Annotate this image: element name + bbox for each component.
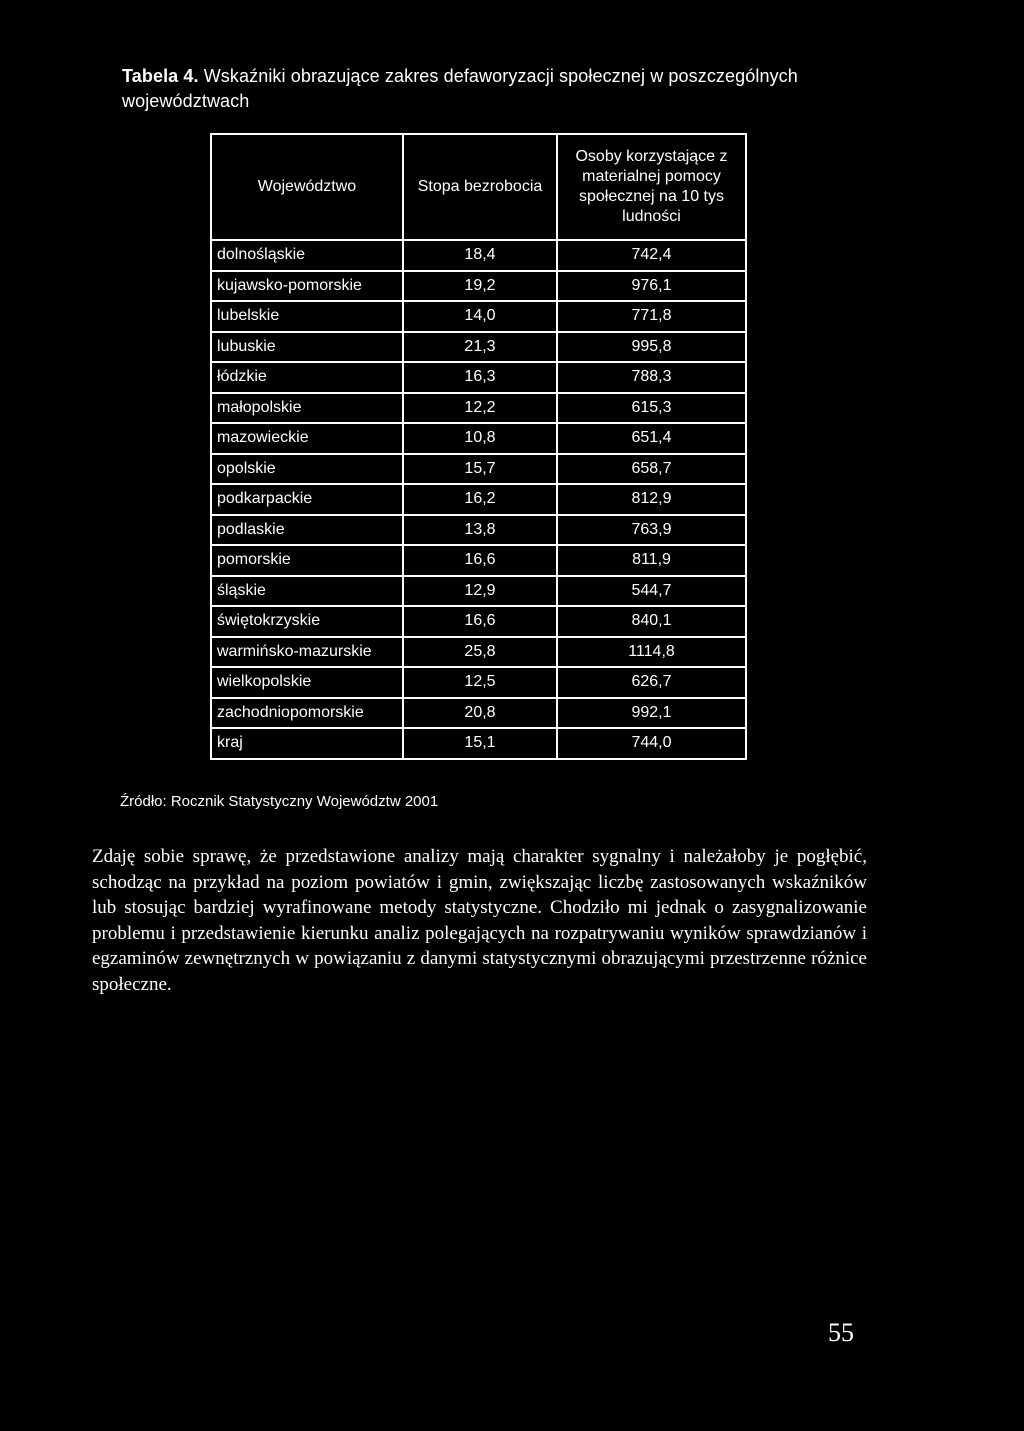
cell-region: mazowieckie [211, 423, 403, 454]
cell-social-assistance: 771,8 [557, 301, 746, 332]
cell-unemployment-rate: 16,6 [403, 545, 557, 576]
cell-unemployment-rate: 13,8 [403, 515, 557, 546]
cell-region: lubuskie [211, 332, 403, 363]
cell-unemployment-rate: 10,8 [403, 423, 557, 454]
cell-social-assistance: 763,9 [557, 515, 746, 546]
cell-social-assistance: 840,1 [557, 606, 746, 637]
table-row [211, 545, 746, 576]
cell-unemployment-rate: 12,2 [403, 393, 557, 424]
table-row [211, 240, 746, 271]
table-source: Źródło: Rocznik Statystyczny Województw 2001 [120, 793, 439, 810]
cell-unemployment-rate: 16,3 [403, 362, 557, 393]
table-row [211, 698, 746, 729]
table-row [211, 393, 746, 424]
table-row [211, 576, 746, 607]
header-region: Województwo [211, 134, 403, 240]
table-row [211, 271, 746, 302]
cell-social-assistance: 651,4 [557, 423, 746, 454]
table-row [211, 454, 746, 485]
table-header-row [211, 134, 746, 240]
cell-unemployment-rate: 15,1 [403, 728, 557, 759]
cell-unemployment-rate: 12,5 [403, 667, 557, 698]
cell-unemployment-rate: 25,8 [403, 637, 557, 668]
cell-social-assistance: 812,9 [557, 484, 746, 515]
cell-region: małopolskie [211, 393, 403, 424]
cell-region: kraj [211, 728, 403, 759]
table-row [211, 362, 746, 393]
table-row [211, 667, 746, 698]
cell-region: dolnośląskie [211, 240, 403, 271]
body-paragraph: Zdaję sobie sprawę, że przedstawione analizy mają charakter sygnalny i należałoby je pogłębić, schodząc na przykład na poziom powiatów i gmin, zwiększając liczbę zastosowanych wskaźników lub stosując bardziej wyrafinowane metody statystyczne. Chodziło mi jednak o zasygnalizowanie problemu i przedstawienie kierunku analiz polegających na rozpatrywaniu wyników sprawdzianów i egzaminów zewnętrznych w powiązaniu z danymi statystycznymi obrazującymi przestrzenne różnice społeczne. [92, 846, 867, 995]
cell-social-assistance: 742,4 [557, 240, 746, 271]
cell-unemployment-rate: 20,8 [403, 698, 557, 729]
cell-region: lubelskie [211, 301, 403, 332]
table-row [211, 332, 746, 363]
page-number: 55 [828, 1318, 854, 1347]
cell-region: podkarpackie [211, 484, 403, 515]
cell-unemployment-rate: 16,2 [403, 484, 557, 515]
cell-social-assistance: 788,3 [557, 362, 746, 393]
cell-unemployment-rate: 21,3 [403, 332, 557, 363]
table-caption-text: Wskaźniki obrazujące zakres defaworyzacji społecznej w poszczególnych województwach [122, 66, 798, 111]
cell-region: zachodniopomorskie [211, 698, 403, 729]
cell-social-assistance: 992,1 [557, 698, 746, 729]
cell-unemployment-rate: 14,0 [403, 301, 557, 332]
cell-unemployment-rate: 19,2 [403, 271, 557, 302]
cell-region: pomorskie [211, 545, 403, 576]
cell-region: łódzkie [211, 362, 403, 393]
cell-unemployment-rate: 16,6 [403, 606, 557, 637]
header-unemployment-rate: Stopa bezrobocia [403, 134, 557, 240]
cell-social-assistance: 658,7 [557, 454, 746, 485]
cell-social-assistance: 811,9 [557, 545, 746, 576]
cell-region: śląskie [211, 576, 403, 607]
cell-social-assistance: 995,8 [557, 332, 746, 363]
cell-unemployment-rate: 15,7 [403, 454, 557, 485]
table-row [211, 728, 746, 759]
table-caption [122, 64, 882, 114]
data-table [210, 133, 747, 760]
table-row [211, 423, 746, 454]
cell-region: warmińsko-mazurskie [211, 637, 403, 668]
cell-region: wielkopolskie [211, 667, 403, 698]
table-row [211, 301, 746, 332]
table-row [211, 484, 746, 515]
cell-social-assistance: 615,3 [557, 393, 746, 424]
table-caption-label: Tabela 4. [122, 66, 199, 86]
cell-unemployment-rate: 18,4 [403, 240, 557, 271]
table-row [211, 515, 746, 546]
cell-social-assistance: 544,7 [557, 576, 746, 607]
cell-region: świętokrzyskie [211, 606, 403, 637]
table-row [211, 637, 746, 668]
table-body [211, 240, 746, 759]
cell-social-assistance: 626,7 [557, 667, 746, 698]
cell-social-assistance: 976,1 [557, 271, 746, 302]
cell-social-assistance: 744,0 [557, 728, 746, 759]
header-social-assistance: Osoby korzystające z materialnej pomocy społecznej na 10 tys ludności [557, 134, 746, 240]
cell-region: kujawsko-pomorskie [211, 271, 403, 302]
table-row [211, 606, 746, 637]
cell-unemployment-rate: 12,9 [403, 576, 557, 607]
cell-region: opolskie [211, 454, 403, 485]
cell-region: podlaskie [211, 515, 403, 546]
cell-social-assistance: 1114,8 [557, 637, 746, 668]
